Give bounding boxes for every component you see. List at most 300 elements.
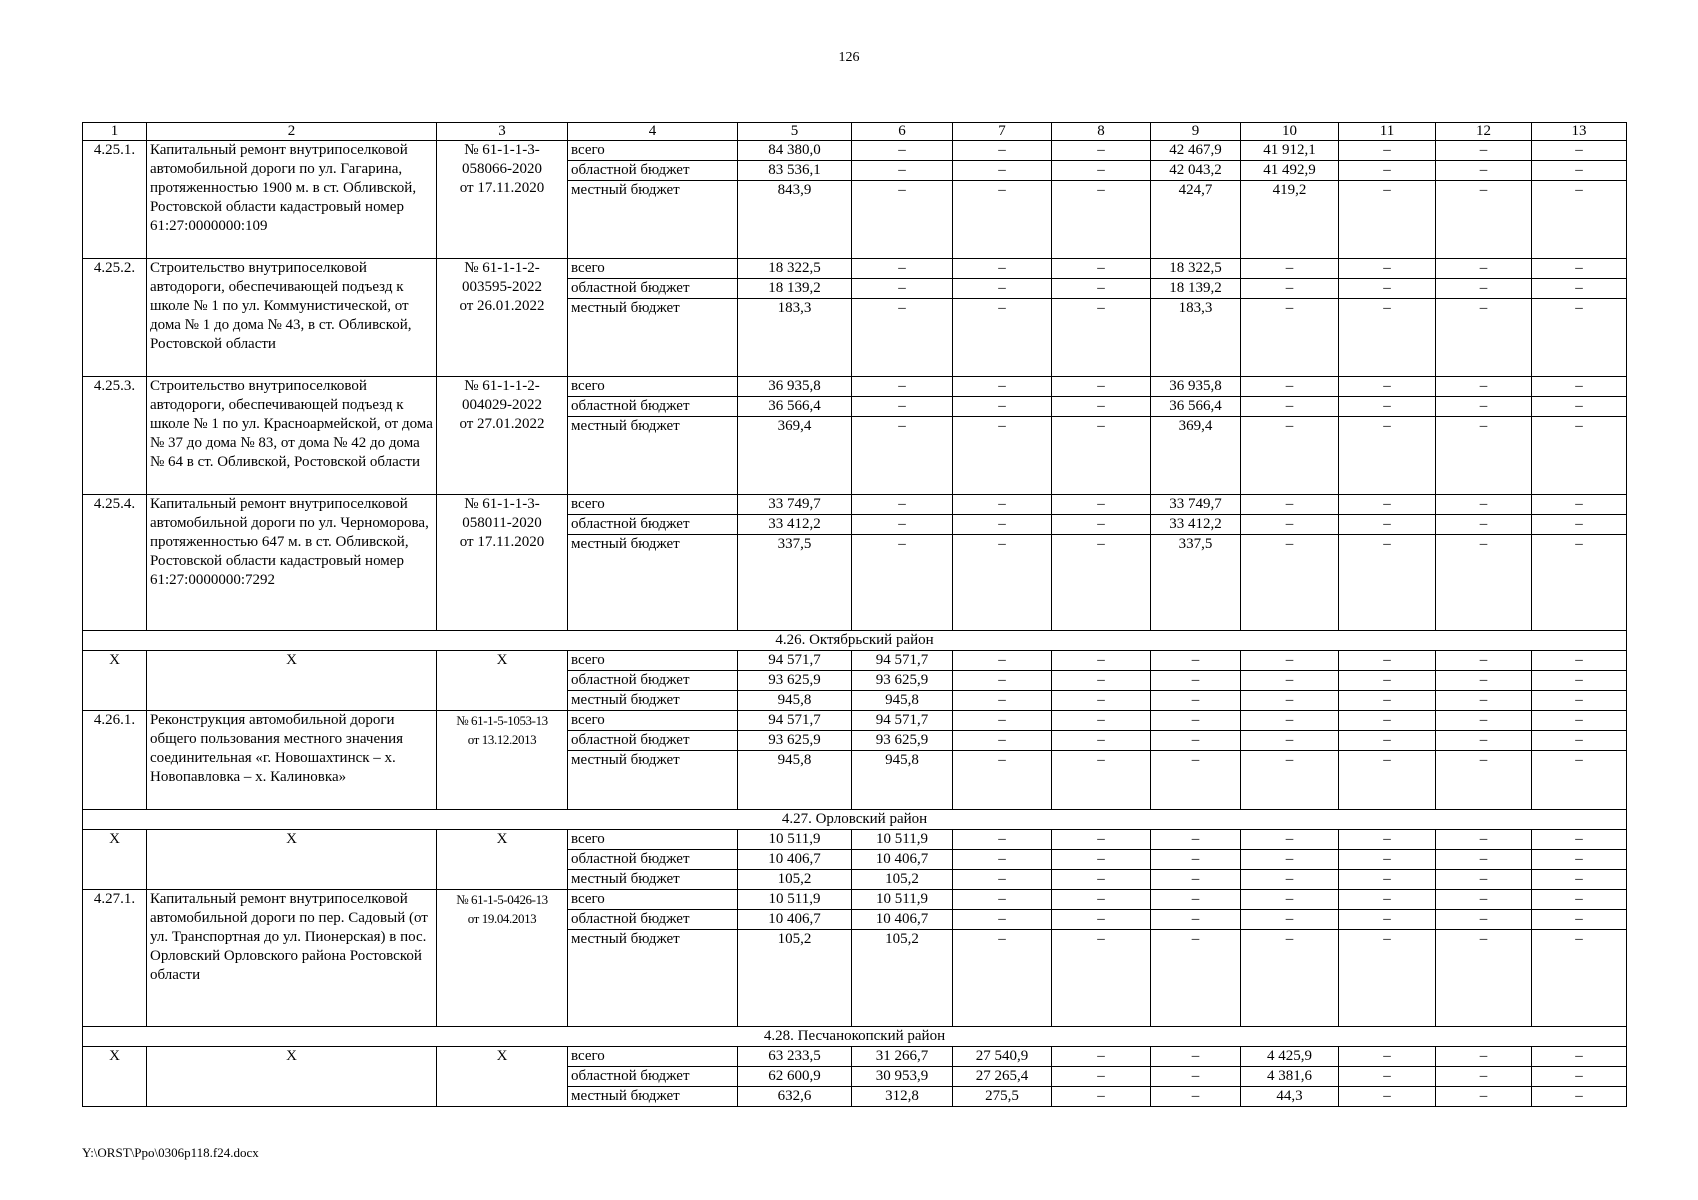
value-cell: – xyxy=(1052,535,1151,631)
column-number-cell: 9 xyxy=(1151,123,1241,141)
funding-source: всего xyxy=(568,890,738,910)
value-cell: – xyxy=(1339,930,1436,1027)
value-cell: – xyxy=(1436,417,1532,495)
value-cell: 945,8 xyxy=(852,751,953,810)
value-cell: – xyxy=(1052,1067,1151,1087)
value-cell: – xyxy=(1339,161,1436,181)
total-code: Х xyxy=(83,651,147,711)
column-number-cell: 5 xyxy=(738,123,852,141)
value-cell: – xyxy=(1241,535,1339,631)
permit-line: № 61-1-5-1053-13 xyxy=(456,713,548,728)
column-number-cell: 11 xyxy=(1339,123,1436,141)
funding-source: всего xyxy=(568,830,738,850)
value-cell: – xyxy=(1151,930,1241,1027)
value-cell: 27 540,9 xyxy=(953,1047,1052,1067)
permit-line: от 27.01.2022 xyxy=(459,416,545,432)
value-cell: – xyxy=(1532,691,1627,711)
value-cell: – xyxy=(1532,1067,1627,1087)
permit-line: № 61-1-1-2- xyxy=(464,378,540,394)
value-cell: – xyxy=(953,299,1052,377)
value-cell: 275,5 xyxy=(953,1087,1052,1107)
column-number-cell: 3 xyxy=(437,123,568,141)
value-cell: – xyxy=(1052,397,1151,417)
value-cell: – xyxy=(953,515,1052,535)
item-code: 4.25.4. xyxy=(83,495,147,631)
value-cell: – xyxy=(1532,850,1627,870)
value-cell: 10 511,9 xyxy=(852,830,953,850)
value-cell: – xyxy=(1052,495,1151,515)
value-cell: – xyxy=(1532,397,1627,417)
value-cell: 36 935,8 xyxy=(738,377,852,397)
value-cell: – xyxy=(1052,279,1151,299)
value-cell: – xyxy=(1339,259,1436,279)
permit-line: от 13.12.2013 xyxy=(467,732,537,747)
value-cell: – xyxy=(852,417,953,495)
item-description: Реконструкция автомобильной дороги общего пользования местного значения соединительная «г. Новошахтинск – х. Новопавловка – х. Калиновка» xyxy=(147,711,437,810)
value-cell: – xyxy=(1151,1067,1241,1087)
value-cell: – xyxy=(1052,671,1151,691)
column-number-cell: 1 xyxy=(83,123,147,141)
value-cell: – xyxy=(1339,671,1436,691)
total-row xyxy=(83,651,1627,671)
value-cell: – xyxy=(1052,181,1151,259)
funding-source: всего xyxy=(568,1047,738,1067)
value-cell: – xyxy=(1436,259,1532,279)
section-title: 4.27. Орловский район xyxy=(83,810,1627,830)
value-cell: – xyxy=(1052,870,1151,890)
value-cell: – xyxy=(1436,397,1532,417)
value-cell: – xyxy=(852,495,953,515)
value-cell: – xyxy=(852,279,953,299)
value-cell: – xyxy=(1151,711,1241,731)
value-cell: – xyxy=(1241,671,1339,691)
value-cell: 62 600,9 xyxy=(738,1067,852,1087)
value-cell: – xyxy=(1052,515,1151,535)
value-cell: 30 953,9 xyxy=(852,1067,953,1087)
value-cell: – xyxy=(1339,141,1436,161)
value-cell: – xyxy=(1532,890,1627,910)
column-number-cell: 10 xyxy=(1241,123,1339,141)
permit-number xyxy=(437,495,568,631)
permit-line: 004029-2022 xyxy=(462,397,542,413)
value-cell: – xyxy=(1532,870,1627,890)
value-cell: – xyxy=(852,299,953,377)
value-cell: – xyxy=(1052,830,1151,850)
value-cell: 10 511,9 xyxy=(738,830,852,850)
value-cell: 41 912,1 xyxy=(1241,141,1339,161)
value-cell: – xyxy=(1241,417,1339,495)
value-cell: – xyxy=(852,141,953,161)
value-cell: – xyxy=(1339,1067,1436,1087)
value-cell: – xyxy=(1151,1087,1241,1107)
value-cell: – xyxy=(1339,495,1436,515)
value-cell: – xyxy=(1241,890,1339,910)
value-cell: – xyxy=(1052,651,1151,671)
permit-line: № 61-1-5-0426-13 xyxy=(456,892,548,907)
funding-source: областной бюджет xyxy=(568,161,738,181)
value-cell: – xyxy=(1151,751,1241,810)
value-cell: – xyxy=(1339,850,1436,870)
value-cell: – xyxy=(1436,1047,1532,1067)
value-cell: – xyxy=(852,259,953,279)
value-cell: 18 322,5 xyxy=(738,259,852,279)
funding-source: местный бюджет xyxy=(568,181,738,259)
funding-source: местный бюджет xyxy=(568,1087,738,1107)
footer-file-path: Y:\ORST\Ppo\0306p118.f24.docx xyxy=(82,1145,259,1160)
value-cell: – xyxy=(1241,377,1339,397)
value-cell: – xyxy=(1241,751,1339,810)
value-cell: 31 266,7 xyxy=(852,1047,953,1067)
value-cell: – xyxy=(1532,910,1627,930)
funding-source: местный бюджет xyxy=(568,691,738,711)
value-cell: 93 625,9 xyxy=(738,731,852,751)
value-cell: – xyxy=(953,417,1052,495)
total-permit: Х xyxy=(437,830,568,890)
value-cell: – xyxy=(1151,671,1241,691)
value-cell: – xyxy=(1532,515,1627,535)
value-cell: 93 625,9 xyxy=(852,731,953,751)
value-cell: – xyxy=(1241,397,1339,417)
value-cell: – xyxy=(1052,691,1151,711)
value-cell: – xyxy=(1241,711,1339,731)
value-cell: – xyxy=(1532,299,1627,377)
value-cell: – xyxy=(1241,870,1339,890)
value-cell: – xyxy=(1532,377,1627,397)
value-cell: – xyxy=(1339,181,1436,259)
value-cell: – xyxy=(1052,930,1151,1027)
section-row xyxy=(83,631,1627,651)
value-cell: – xyxy=(1532,1087,1627,1107)
total-description: Х xyxy=(147,1047,437,1107)
item-description: Строительство внутрипоселковой автодороги, обеспечивающей подъезд к школе № 1 по ул. Красноармейской, от дома № 37 до дома № 83, от дома № 42 до дома № 64 в ст. Обливской, Ростовской области xyxy=(147,377,437,495)
value-cell: – xyxy=(1436,181,1532,259)
value-cell: – xyxy=(953,910,1052,930)
column-number-cell: 12 xyxy=(1436,123,1532,141)
funding-source: всего xyxy=(568,141,738,161)
value-cell: – xyxy=(1436,377,1532,397)
value-cell: 424,7 xyxy=(1151,181,1241,259)
permit-number xyxy=(437,711,568,810)
value-cell: – xyxy=(1532,495,1627,515)
value-cell: 27 265,4 xyxy=(953,1067,1052,1087)
value-cell: – xyxy=(1436,731,1532,751)
value-cell: – xyxy=(852,515,953,535)
total-code: Х xyxy=(83,830,147,890)
item-description: Капитальный ремонт внутрипоселковой автомобильной дороги по ул. Гагарина, протяженностью 1900 м. в ст. Обливской, Ростовской области кадастровый номер 61:27:0000000:109 xyxy=(147,141,437,259)
value-cell: 105,2 xyxy=(738,930,852,1027)
value-cell: – xyxy=(953,651,1052,671)
value-cell: 10 406,7 xyxy=(852,910,953,930)
value-cell: 33 749,7 xyxy=(738,495,852,515)
item-row xyxy=(83,377,1627,397)
funding-source: всего xyxy=(568,651,738,671)
value-cell: 94 571,7 xyxy=(738,711,852,731)
value-cell: 93 625,9 xyxy=(738,671,852,691)
item-code: 4.27.1. xyxy=(83,890,147,1027)
funding-source: областной бюджет xyxy=(568,397,738,417)
value-cell: – xyxy=(953,890,1052,910)
item-code: 4.26.1. xyxy=(83,711,147,810)
section-title: 4.28. Песчанокопский район xyxy=(83,1027,1627,1047)
value-cell: – xyxy=(1052,751,1151,810)
value-cell: 105,2 xyxy=(738,870,852,890)
value-cell: – xyxy=(1241,495,1339,515)
column-number-cell: 13 xyxy=(1532,123,1627,141)
budget-table xyxy=(82,122,1627,1107)
value-cell: – xyxy=(1339,711,1436,731)
value-cell: 369,4 xyxy=(1151,417,1241,495)
value-cell: – xyxy=(1241,651,1339,671)
value-cell: – xyxy=(1339,731,1436,751)
funding-source: областной бюджет xyxy=(568,279,738,299)
total-permit: Х xyxy=(437,1047,568,1107)
value-cell: – xyxy=(1052,731,1151,751)
value-cell: – xyxy=(1436,495,1532,515)
value-cell: 4 425,9 xyxy=(1241,1047,1339,1067)
value-cell: – xyxy=(1436,671,1532,691)
value-cell: – xyxy=(1339,830,1436,850)
value-cell: – xyxy=(1436,890,1532,910)
value-cell: 419,2 xyxy=(1241,181,1339,259)
item-row xyxy=(83,890,1627,910)
value-cell: 84 380,0 xyxy=(738,141,852,161)
value-cell: 41 492,9 xyxy=(1241,161,1339,181)
column-number-row xyxy=(83,123,1627,141)
value-cell: – xyxy=(852,181,953,259)
value-cell: 94 571,7 xyxy=(852,711,953,731)
value-cell: 632,6 xyxy=(738,1087,852,1107)
value-cell: 33 412,2 xyxy=(1151,515,1241,535)
value-cell: – xyxy=(852,161,953,181)
item-row xyxy=(83,495,1627,515)
value-cell: – xyxy=(953,161,1052,181)
value-cell: 63 233,5 xyxy=(738,1047,852,1067)
value-cell: – xyxy=(1151,870,1241,890)
value-cell: 10 406,7 xyxy=(738,850,852,870)
value-cell: 33 749,7 xyxy=(1151,495,1241,515)
value-cell: – xyxy=(1532,535,1627,631)
value-cell: 945,8 xyxy=(852,691,953,711)
value-cell: – xyxy=(1052,910,1151,930)
value-cell: – xyxy=(1339,870,1436,890)
value-cell: – xyxy=(1339,691,1436,711)
value-cell: 36 566,4 xyxy=(738,397,852,417)
funding-source: всего xyxy=(568,495,738,515)
value-cell: – xyxy=(852,377,953,397)
value-cell: – xyxy=(1339,535,1436,631)
value-cell: – xyxy=(1436,535,1532,631)
column-number-cell: 2 xyxy=(147,123,437,141)
value-cell: – xyxy=(953,495,1052,515)
value-cell: – xyxy=(1436,141,1532,161)
value-cell: 337,5 xyxy=(1151,535,1241,631)
value-cell: – xyxy=(1241,731,1339,751)
value-cell: – xyxy=(1436,930,1532,1027)
value-cell: – xyxy=(953,731,1052,751)
total-row xyxy=(83,1047,1627,1067)
funding-source: местный бюджет xyxy=(568,299,738,377)
value-cell: – xyxy=(1436,751,1532,810)
permit-line: от 17.11.2020 xyxy=(459,180,545,196)
value-cell: 94 571,7 xyxy=(738,651,852,671)
value-cell: – xyxy=(1532,181,1627,259)
funding-source: областной бюджет xyxy=(568,910,738,930)
value-cell: – xyxy=(1436,870,1532,890)
column-number-cell: 4 xyxy=(568,123,738,141)
value-cell: – xyxy=(1436,651,1532,671)
funding-source: областной бюджет xyxy=(568,731,738,751)
value-cell: – xyxy=(1151,651,1241,671)
value-cell: – xyxy=(1052,161,1151,181)
value-cell: 94 571,7 xyxy=(852,651,953,671)
value-cell: – xyxy=(1436,1087,1532,1107)
permit-line: от 19.04.2013 xyxy=(467,911,537,926)
value-cell: 18 139,2 xyxy=(1151,279,1241,299)
value-cell: – xyxy=(1052,890,1151,910)
value-cell: – xyxy=(953,535,1052,631)
funding-source: местный бюджет xyxy=(568,751,738,810)
funding-source: местный бюджет xyxy=(568,417,738,495)
value-cell: – xyxy=(1241,515,1339,535)
value-cell: – xyxy=(1532,417,1627,495)
permit-line: от 26.01.2022 xyxy=(459,298,545,314)
value-cell: 10 406,7 xyxy=(852,850,953,870)
value-cell: 4 381,6 xyxy=(1241,1067,1339,1087)
value-cell: – xyxy=(1052,850,1151,870)
value-cell: 18 322,5 xyxy=(1151,259,1241,279)
value-cell: – xyxy=(1339,397,1436,417)
value-cell: 10 511,9 xyxy=(738,890,852,910)
value-cell: – xyxy=(1241,850,1339,870)
funding-source: местный бюджет xyxy=(568,930,738,1027)
value-cell: 93 625,9 xyxy=(852,671,953,691)
value-cell: – xyxy=(1151,1047,1241,1067)
item-row xyxy=(83,259,1627,279)
permit-line: № 61-1-1-3- xyxy=(464,142,540,158)
value-cell: 105,2 xyxy=(852,930,953,1027)
value-cell: 10 406,7 xyxy=(738,910,852,930)
funding-source: областной бюджет xyxy=(568,1067,738,1087)
page-number: 126 xyxy=(838,50,860,65)
value-cell: – xyxy=(1532,279,1627,299)
value-cell: 42 043,2 xyxy=(1151,161,1241,181)
section-title: 4.26. Октябрьский район xyxy=(83,631,1627,651)
item-code: 4.25.3. xyxy=(83,377,147,495)
item-row xyxy=(83,711,1627,731)
value-cell: – xyxy=(1339,890,1436,910)
value-cell: – xyxy=(1339,651,1436,671)
value-cell: – xyxy=(1151,890,1241,910)
funding-source: областной бюджет xyxy=(568,515,738,535)
value-cell: 42 467,9 xyxy=(1151,141,1241,161)
value-cell: – xyxy=(953,397,1052,417)
value-cell: – xyxy=(1436,711,1532,731)
value-cell: – xyxy=(1532,651,1627,671)
value-cell: – xyxy=(1052,377,1151,397)
value-cell: – xyxy=(1339,1087,1436,1107)
value-cell: – xyxy=(1532,1047,1627,1067)
value-cell: 10 511,9 xyxy=(852,890,953,910)
value-cell: – xyxy=(1151,910,1241,930)
total-code: Х xyxy=(83,1047,147,1107)
total-permit: Х xyxy=(437,651,568,711)
value-cell: – xyxy=(1339,910,1436,930)
value-cell: – xyxy=(953,377,1052,397)
value-cell: 18 139,2 xyxy=(738,279,852,299)
value-cell: – xyxy=(1241,691,1339,711)
value-cell: – xyxy=(953,671,1052,691)
value-cell: – xyxy=(1339,299,1436,377)
value-cell: – xyxy=(1151,850,1241,870)
value-cell: 843,9 xyxy=(738,181,852,259)
value-cell: 33 412,2 xyxy=(738,515,852,535)
total-description: Х xyxy=(147,830,437,890)
item-description: Капитальный ремонт внутрипоселковой автомобильной дороги по ул. Черноморова, протяженностью 647 м. в ст. Обливской, Ростовской области кадастровый номер 61:27:0000000:7292 xyxy=(147,495,437,631)
value-cell: – xyxy=(1151,830,1241,850)
value-cell: – xyxy=(1052,141,1151,161)
item-description: Капитальный ремонт внутрипоселковой автомобильной дороги по пер. Садовый (от ул. Транспортная до ул. Пионерская) в пос. Орловский Орловского района Ростовской области xyxy=(147,890,437,1027)
value-cell: – xyxy=(1052,417,1151,495)
value-cell: – xyxy=(953,691,1052,711)
funding-source: всего xyxy=(568,711,738,731)
value-cell: – xyxy=(1436,161,1532,181)
value-cell: – xyxy=(953,870,1052,890)
column-number-cell: 6 xyxy=(852,123,953,141)
value-cell: 183,3 xyxy=(738,299,852,377)
permit-line: 003595-2022 xyxy=(462,279,542,295)
value-cell: – xyxy=(953,279,1052,299)
funding-source: областной бюджет xyxy=(568,671,738,691)
value-cell: – xyxy=(1151,731,1241,751)
value-cell: – xyxy=(1436,691,1532,711)
value-cell: 44,3 xyxy=(1241,1087,1339,1107)
value-cell: – xyxy=(1241,279,1339,299)
value-cell: 337,5 xyxy=(738,535,852,631)
value-cell: – xyxy=(1532,259,1627,279)
table-body xyxy=(83,123,1627,1107)
item-code: 4.25.1. xyxy=(83,141,147,259)
item-row xyxy=(83,141,1627,161)
item-description: Строительство внутрипоселковой автодороги, обеспечивающей подъезд к школе № 1 по ул. Коммунистической, от дома № 1 до дома № 43, в ст. Обливской, Ростовской области xyxy=(147,259,437,377)
value-cell: – xyxy=(953,830,1052,850)
value-cell: – xyxy=(1052,259,1151,279)
value-cell: – xyxy=(1532,930,1627,1027)
value-cell: – xyxy=(1339,751,1436,810)
value-cell: – xyxy=(1339,377,1436,397)
value-cell: – xyxy=(953,141,1052,161)
section-row xyxy=(83,1027,1627,1047)
value-cell: – xyxy=(1052,1087,1151,1107)
value-cell: – xyxy=(852,535,953,631)
value-cell: 105,2 xyxy=(852,870,953,890)
value-cell: – xyxy=(1532,711,1627,731)
value-cell: – xyxy=(1052,711,1151,731)
permit-number xyxy=(437,259,568,377)
total-row xyxy=(83,830,1627,850)
item-code: 4.25.2. xyxy=(83,259,147,377)
section-row xyxy=(83,810,1627,830)
value-cell: – xyxy=(1436,830,1532,850)
value-cell: – xyxy=(1436,279,1532,299)
value-cell: – xyxy=(1339,1047,1436,1067)
value-cell: 369,4 xyxy=(738,417,852,495)
value-cell: – xyxy=(1052,1047,1151,1067)
value-cell: 312,8 xyxy=(852,1087,953,1107)
value-cell: – xyxy=(1436,850,1532,870)
value-cell: – xyxy=(1532,141,1627,161)
funding-source: всего xyxy=(568,259,738,279)
value-cell: – xyxy=(852,397,953,417)
